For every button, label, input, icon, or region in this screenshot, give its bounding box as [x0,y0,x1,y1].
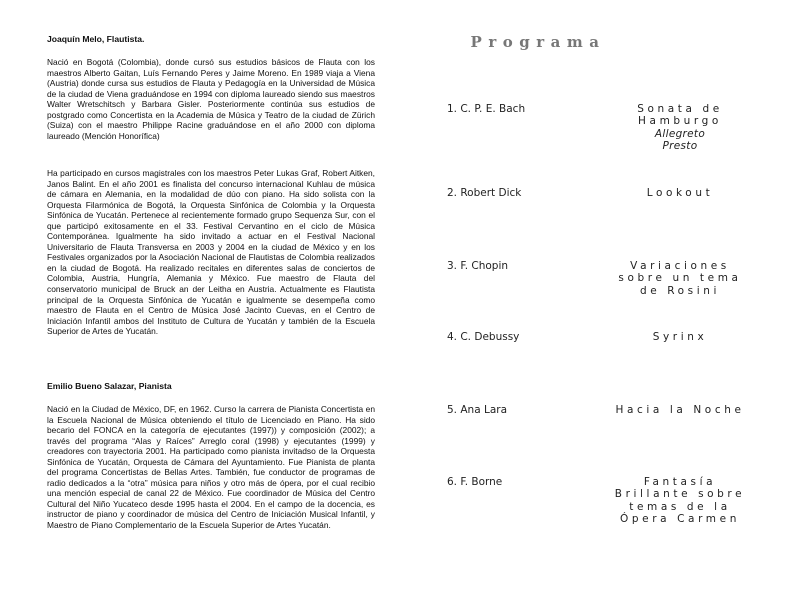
bio-paragraph: Nació en la Ciudad de México, DF, en 1962. Curso la carrera de Pianista Concertista en la Escuela Nacional de Música obteniendo el título de Licenciado en Piano. Ha sido becario del FONCA en la categoría de ejecutantes (1997)) y composición (2002); a través del programa “Alas y Raíces” Arreglo coral (1998) y ejecutantes (1999) y creadores con trayectoria 2001. Ha participado como pianista invitadso de la Orquesta Sinfónica de Yucatán, Orquesta de Cámara del Ayuntamiento. Fue Pianista de planta del programa Concertistas de Bellas Artes. También, fue conductor de programas de radio dedicados a la “otra” música para niños y otro más de ópera, por el cual recibio una mención especial de canal 22 de México. Fue coordinador de Música del Centro Cultural del Niño Yucateco desde 1995 hasta el 2004. En el campo de la docencia, es instructor de piano y coordinador de música del Centro de Iniciación Musical Infantil, y Maestro de Piano Complementario de la Escuela Superior de Artes Yucatán. [47,404,375,531]
composer: 5. Ana Lara [447,404,508,416]
work-title [605,260,755,297]
work-name: Fantasía Brillante sobre temas de la Ópera Carmen [614,476,746,525]
work-name: Sonata de Hamburgo [637,103,723,128]
composer: 4. C. Debussy [447,331,520,343]
bio-name: Joaquín Melo, Flautista. [47,34,145,44]
work-title [605,103,755,152]
composer: 1. C. P. E. Bach [447,103,526,115]
bio-name: Emilio Bueno Salazar [47,381,134,391]
work-name: Hacia la Noche [615,404,745,416]
bio-paragraph: Ha participado en cursos magistrales con los maestros Peter Lukas Graf, Robert Aitken, Janos Balint. En el año 2001 es finalista del concurso internacional Kuhlau de música de cámara en Alemania, en la modalidad de dúo con piano. Ha sido solista con la Orquesta Filarmónica de Bogotá, la Orquesta Sinfónica de Colombia y la Orquesta Sinfónica de Yucatán. Pertenece al recientemente formado grupo Sequenza Sur, con el que participó exitosamente en el 33. Festival Cervantino en el ciclo de Música Contemporánea. Igualmente ha sido invitado a actuar en el Festival Nacional Universitario de Flauta Transversa en 2003 y 2004 en la ciudad de México y en los Festivales organizados por la Asociación Nacional de Flautistas de Colombia realizados en la ciudad de Bogotá. Ha realizado recitales en diferentes salas de conciertos de Colombia, Austria, Hungría, Alemania y México. Fue maestro de Flauta del conservatorio municipal de Bruck an der Leitha en Austria. Actualmente es Flautista principal de la Orquesta Sinfónica de Yucatán e igualmente se desempeña como maestro de Flauta en el Centro de Música José Jacinto Cuevas, en el Centro de Iniciación Infantil ambos del Instituto de Cultura de Yucatán y también de la Escuela Superior de Artes de Yucatán. [47,168,375,337]
work-name: Syrinx [652,331,708,343]
bio-heading-joaquin-melo [47,34,375,45]
work-title [605,476,755,525]
bio-heading-emilio-bueno [47,381,375,392]
programa-title: Programa [470,33,606,51]
work-name: Lookout [646,187,714,199]
composer: 2. Robert Dick [447,187,522,199]
movement: Presto [662,139,698,152]
bio-paragraph: Nació en Bogotá (Colombia), donde cursó sus estudios básicos de Flauta con los maestros Alberto Gaitan, Luís Fernando Peres y Jaime Moreno. En 1989 viaja a Viena (Austria) donde cursa sus estudios de Flauta y Pedagogía en la Universidad de Música de la ciudad de Viena graduándose en 1994 con diploma laureado siendo sus maestros Walter Wretschitsch y Barbara Gisler. Posteriormente continúa sus estudios de postgrado como Concertista en la Academia de Música y Teatro de la ciudad de Zürich (Suiza) con el maestro Philippe Racine graduándose en el año 2000 con diploma laureado (Mención Honorífica) [47,57,375,141]
work-title [605,404,755,416]
work-title [605,187,755,199]
composer: 3. F. Chopin [447,260,509,272]
work-title [605,331,755,343]
bio-role: , Pianista [133,381,172,391]
composer: 6. F. Borne [447,476,503,488]
work-name: Variaciones sobre un tema de Rosini [618,260,742,297]
movement: Allegreto [654,127,706,140]
programa-column [405,0,792,612]
